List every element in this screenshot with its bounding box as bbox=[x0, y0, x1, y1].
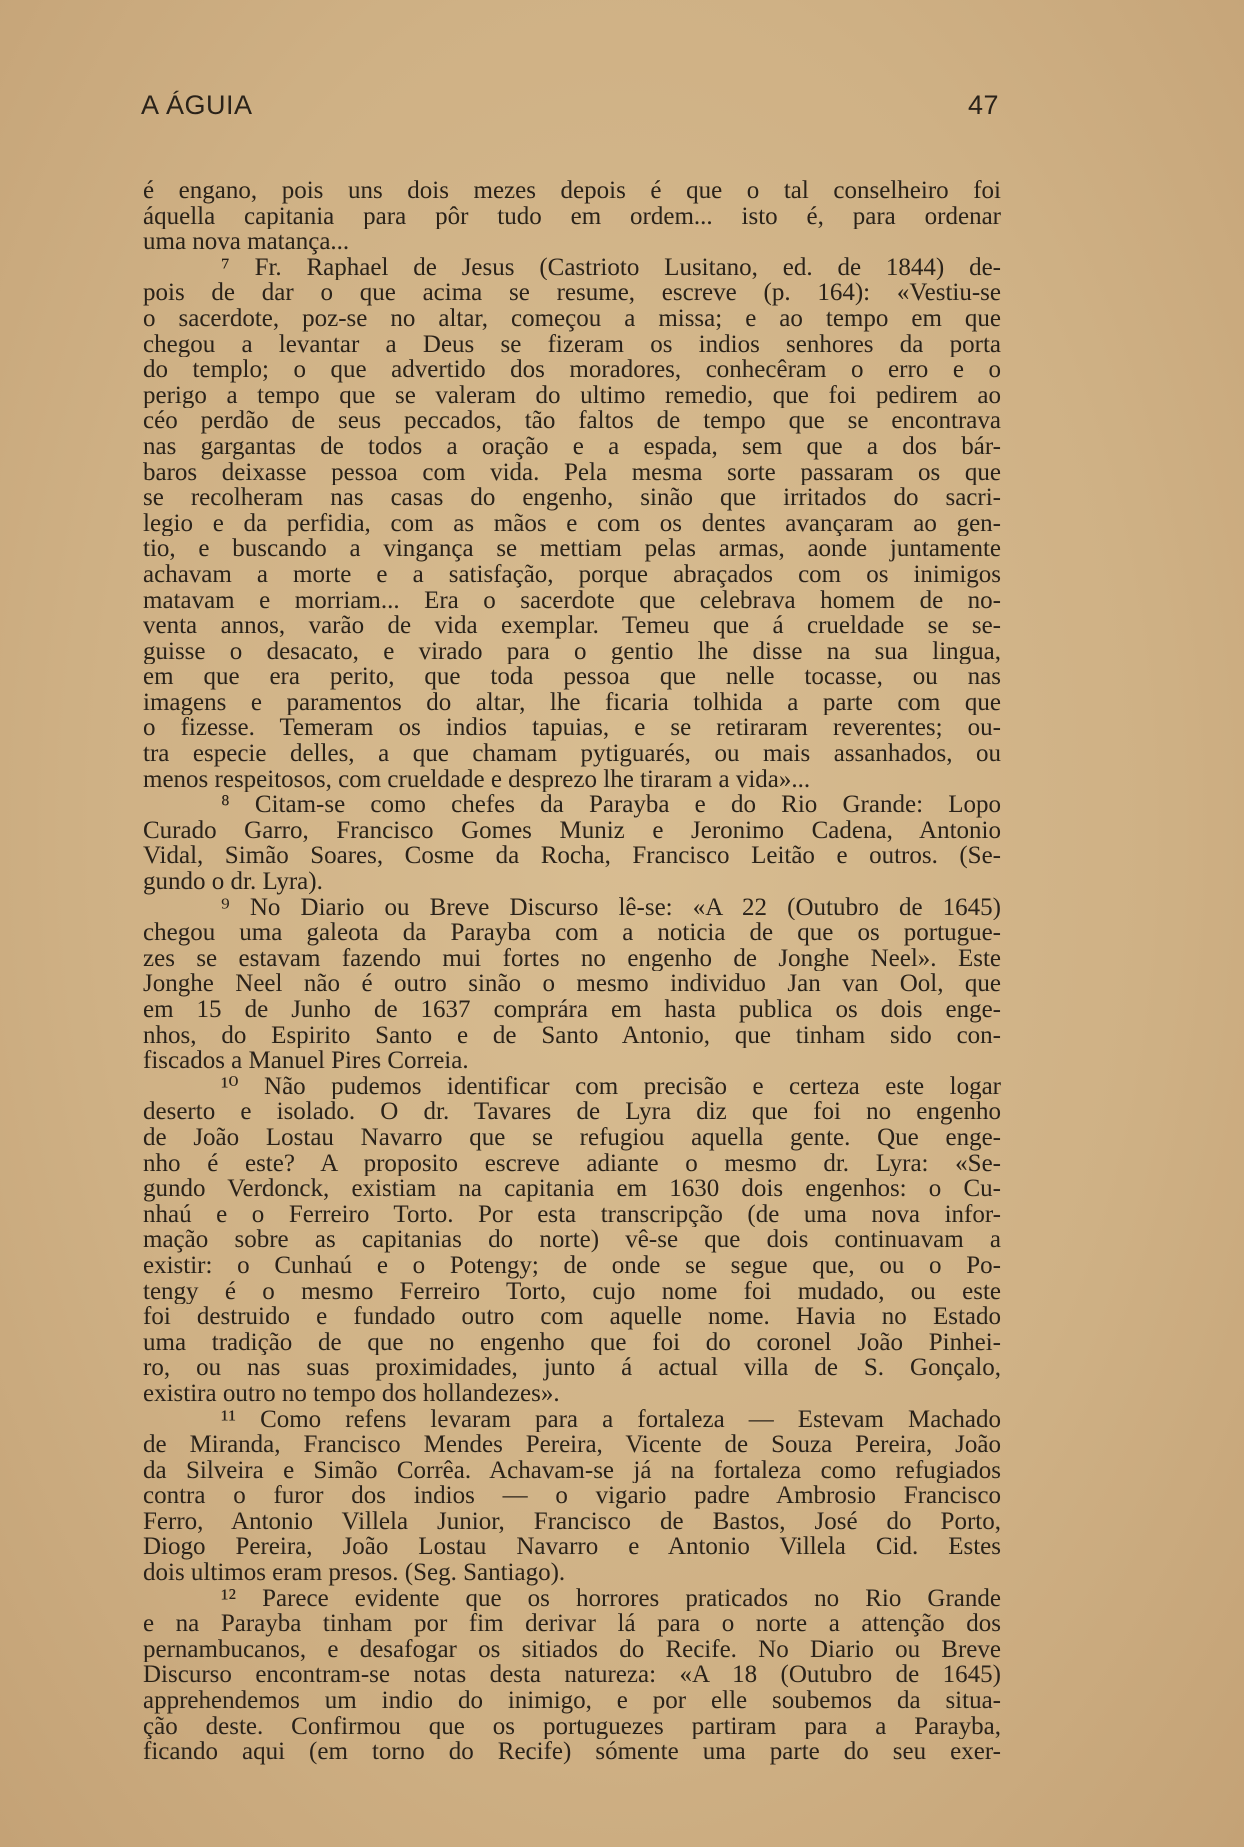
text-line: e na Parayba tinham por fim derivar lá para o norte a attenção dos bbox=[143, 1611, 1001, 1637]
text-line: zes se estavam fazendo mui fortes no engenho de Jonghe Neel». Este bbox=[143, 945, 1001, 972]
text-line: deserto e isolado. O dr. Tavares de Lyra diz que foi no engenho bbox=[143, 1099, 1001, 1125]
text-line: áquella capitania para pôr tudo em ordem... isto é, para ordenar bbox=[143, 203, 1001, 230]
text-line: venta annos, varão de vida exemplar. Temeu que á crueldade se se- bbox=[143, 613, 1001, 639]
text-line: uma tradição de que no engenho que foi do coronel João Pinhei- bbox=[143, 1329, 1001, 1356]
text-line: guisse o desacato, e virado para o gentio lhe disse na sua lingua, bbox=[143, 638, 1001, 665]
text-line: o sacerdote, poz-se no altar, começou a missa; e ao tempo em que bbox=[143, 305, 1001, 332]
text-line: gundo Verdonck, existiam na capitania em 1630 dois engenhos: o Cu- bbox=[143, 1176, 1001, 1202]
text-line: pois de dar o que acima se resume, escreve (p. 164): «Vestiu-se bbox=[143, 280, 1001, 306]
text-line: de João Lostau Navarro que se refugiou aquella gente. Que enge- bbox=[143, 1124, 1001, 1151]
text-line: se recolheram nas casas do engenho, sinão que irritados do sacri- bbox=[143, 485, 1001, 511]
text-line: gundo o dr. Lyra). bbox=[143, 869, 323, 895]
text-line: mação sobre as capitanias do norte) vê-se que dois continuavam a bbox=[143, 1227, 1001, 1253]
text-line: uma nova matança... bbox=[143, 229, 350, 255]
text-line: Discurso encontram-se notas desta natureza: «A 18 (Outubro de 1645) bbox=[143, 1662, 1001, 1689]
text-line: dois ultimos eram presos. (Seg. Santiago). bbox=[143, 1560, 566, 1586]
text-line: contra o furor dos indios — o vigario padre Ambrosio Francisco bbox=[143, 1483, 1001, 1509]
text-line: tra especie delles, a que chamam pytiguarés, ou mais assanhados, ou bbox=[143, 741, 1001, 767]
footnote-text bbox=[143, 178, 1001, 1765]
text-line: chegou uma galeota da Parayba com a noticia de que os portugue- bbox=[143, 920, 1001, 946]
page-header bbox=[141, 90, 999, 130]
text-line: é engano, pois uns dois mezes depois é que o tal conselheiro foi bbox=[143, 178, 1001, 204]
text-line: Ferro, Antonio Villela Junior, Francisco de Bastos, José do Porto, bbox=[143, 1508, 1001, 1535]
text-line: pernambucanos, e desafogar os sitiados do Recife. No Diario ou Breve bbox=[143, 1636, 1001, 1663]
footnote-start: ¹² Parece evidente que os horrores praticados no Rio Grande bbox=[221, 1585, 1001, 1612]
text-line: tio, e buscando a vingança se mettiam pelas armas, aonde juntamente bbox=[143, 536, 1001, 562]
text-line: nas gargantas de todos a oração e a espada, sem que a dos bár- bbox=[143, 433, 1001, 460]
text-line: foi destruido e fundado outro com aquelle nome. Havia no Estado bbox=[143, 1304, 1001, 1330]
text-line: ficando aqui (em torno do Recife) sómente uma parte do seu exer- bbox=[143, 1739, 1001, 1765]
footnote-start: ¹¹ Como refens levaram para a fortaleza — Estevam Machado bbox=[221, 1406, 1001, 1433]
text-line: o fizesse. Temeram os indios tapuias, e se retiraram reverentes; ou- bbox=[143, 715, 1001, 742]
text-line: nhos, do Espirito Santo e de Santo Antonio, que tinham sido con- bbox=[143, 1022, 1001, 1049]
text-line: achavam a morte e a satisfação, porque abraçados com os inimigos bbox=[143, 561, 1001, 588]
text-line: Curado Garro, Francisco Gomes Muniz e Jeronimo Cadena, Antonio bbox=[143, 817, 1001, 844]
text-line: Vidal, Simão Soares, Cosme da Rocha, Francisco Leitão e outros. (Se- bbox=[143, 843, 1001, 870]
text-line: legio e da perfidia, com as mãos e com os dentes avançaram ao gen- bbox=[143, 510, 1001, 537]
page-number: 47 bbox=[967, 90, 999, 120]
footnote-start: ⁷ Fr. Raphael de Jesus (Castrioto Lusitano, ed. de 1844) de- bbox=[221, 254, 1001, 281]
text-line: existira outro no tempo dos hollandezes». bbox=[143, 1380, 560, 1407]
running-head: A ÁGUIA bbox=[141, 90, 253, 120]
text-line: da Silveira e Simão Corrêa. Achavam-se já na fortaleza como refugiados bbox=[143, 1457, 1001, 1484]
text-line: existir: o Cunhaú e o Potengy; de onde se segue que, ou o Po- bbox=[143, 1252, 1001, 1279]
footnote-start: ¹⁰ Não pudemos identificar com precisão e certeza este logar bbox=[221, 1073, 1001, 1100]
text-line: baros deixasse pessoa com vida. Pela mesma sorte passaram os que bbox=[143, 459, 1001, 486]
text-line: menos respeitosos, com crueldade e desprezo lhe tiraram a vida»... bbox=[143, 766, 811, 793]
text-line: ção deste. Confirmou que os portuguezes partiram para a Parayba, bbox=[143, 1713, 1001, 1740]
text-line: imagens e paramentos do altar, lhe ficaria tolhida a parte com que bbox=[143, 689, 1001, 716]
text-line: fiscados a Manuel Pires Correia. bbox=[143, 1048, 469, 1074]
footnote-start: ⁸ Citam-se como chefes da Parayba e do Rio Grande: Lopo bbox=[221, 792, 1001, 818]
text-line: nhaú e o Ferreiro Torto. Por esta transcripção (de uma nova infor- bbox=[143, 1201, 1001, 1228]
text-line: ro, ou nas suas proximidades, junto á actual villa de S. Gonçalo, bbox=[143, 1355, 1001, 1381]
text-line: em que era perito, que toda pessoa que nelle tocasse, ou nas bbox=[143, 664, 1001, 690]
text-line: tengy é o mesmo Ferreiro Torto, cujo nome foi mudado, ou este bbox=[143, 1278, 1001, 1305]
text-line: Diogo Pereira, João Lostau Navarro e Antonio Villela Cid. Estes bbox=[143, 1534, 1001, 1561]
text-line: apprehendemos um indio do inimigo, e por elle soubemos da situa- bbox=[143, 1688, 1001, 1714]
text-line: de Miranda, Francisco Mendes Pereira, Vicente de Souza Pereira, João bbox=[143, 1432, 1001, 1458]
text-line: em 15 de Junho de 1637 comprára em hasta publica os dois enge- bbox=[143, 997, 1001, 1023]
text-line: Jonghe Neel não é outro sinão o mesmo individuo Jan van Ool, que bbox=[143, 971, 1001, 997]
footnote-start: ⁹ No Diario ou Breve Discurso lê-se: «A 22 (Outubro de 1645) bbox=[221, 894, 1001, 921]
text-line: nho é este? A proposito escreve adiante o mesmo dr. Lyra: «Se- bbox=[143, 1150, 1001, 1177]
text-line: chegou a levantar a Deus se fizeram os indios senhores da porta bbox=[143, 331, 1001, 358]
text-line: do templo; o que advertido dos moradores, conhecêram o erro e o bbox=[143, 357, 1001, 383]
text-line: matavam e morriam... Era o sacerdote que celebrava homem de no- bbox=[143, 587, 1001, 614]
text-line: céo perdão de seus peccados, tão faltos de tempo que se encontrava bbox=[143, 408, 1001, 434]
text-line: perigo a tempo que se valeram do ultimo remedio, que foi pedirem ao bbox=[143, 382, 1001, 409]
